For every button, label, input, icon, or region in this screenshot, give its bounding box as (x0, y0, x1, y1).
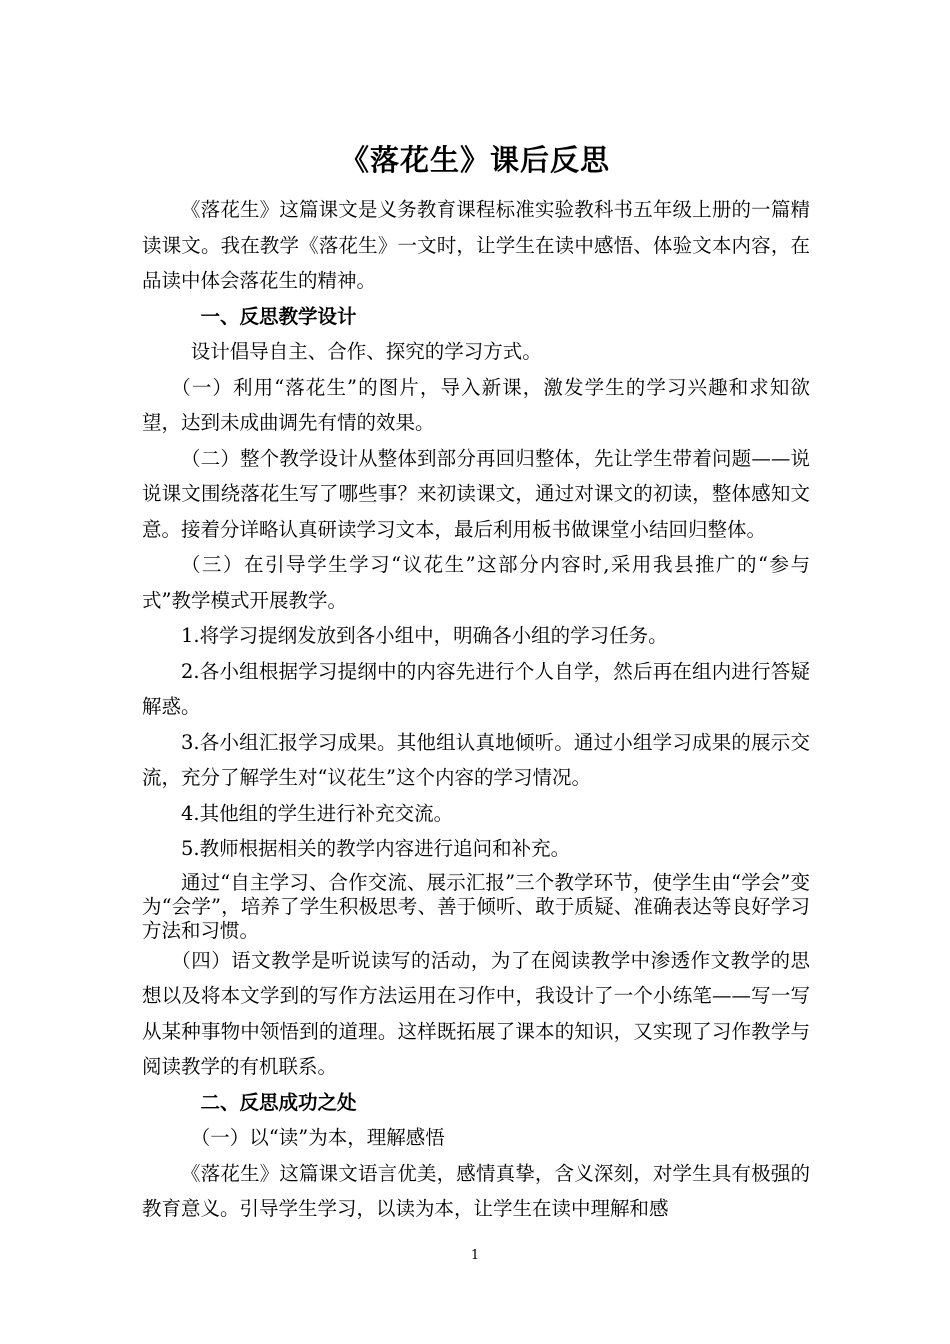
subsection-heading: （一）以“读”为本，理解感悟 (190, 1126, 445, 1149)
section-heading-1: 一、反思教学设计 (200, 304, 357, 328)
paragraph: （一）利用“落花生”的图片，导入新课，激发学生的学习兴趣和求知欲望，达到未成曲调先有情的效果。 (142, 375, 810, 434)
list-item: 1.将学习提纲发放到各小组中，明确各小组的学习任务。 (181, 624, 668, 647)
document-title: 《落花生》课后反思 (339, 143, 610, 177)
intro-paragraph: 《落花生》这篇课文是义务教育课程标准实验教科书五年级上册的一篇精读课文。我在教学《落花生》一文时，让学生在读中感悟、体验文本内容，在品读中体会落花生的精神。 (142, 198, 810, 292)
paragraph: （二）整个教学设计从整体到部分再回归整体，先让学生带着问题——说说课文围绕落花生写了哪些事？来初读课文，通过对课文的初读，整体感知文意。接着分详略认真研读学习文本，最后利用板书做课堂小结回归整体。 (142, 446, 810, 541)
section-heading-2: 二、反思成功之处 (200, 1090, 357, 1114)
page-number: 1 (470, 1248, 480, 1263)
document-body (142, 192, 810, 1227)
paragraph: 通过“自主学习、合作交流、展示汇报”三个教学环节，使学生由“学会”变为“会学”，培养了学生积极思考、善于倾听、敢于质疑、准确表达等良好学习方法和习惯。 (142, 870, 810, 942)
paragraph: 设计倡导自主、合作、探究的学习方式。 (190, 340, 542, 363)
list-item: 3.各小组汇报学习成果。其他组认真地倾听。通过小组学习成果的展示交流，充分了解学生对“议花生”这个内容的学习情况。 (142, 730, 810, 789)
paragraph: （三）在引导学生学习“议花生”这部分内容时,采用我县推广的“参与式”教学模式开展教学。 (142, 553, 810, 612)
paragraph: 《落花生》这篇课文语言优美，感情真挚，含义深刻，对学生具有极强的教育意义。引导学生学习，以读为本，让学生在读中理解和感 (142, 1161, 810, 1220)
list-item: 2.各小组根据学习提纲中的内容先进行个人自学，然后再在组内进行答疑解惑。 (142, 659, 810, 718)
list-item: 4.其他组的学生进行补充交流。 (181, 801, 454, 825)
list-item: 5.教师根据相关的教学内容进行追问和补充。 (181, 837, 571, 860)
paragraph: （四）语文教学是听说读写的活动，为了在阅读教学中渗透作文教学的思想以及将本文学到的写作方法运用在习作中，我设计了一个小练笔——写一写从某种事物中领悟到的道理。这样既拓展了课本的知识，又实现了习作教学与阅读教学的有机联系。 (142, 948, 810, 1078)
